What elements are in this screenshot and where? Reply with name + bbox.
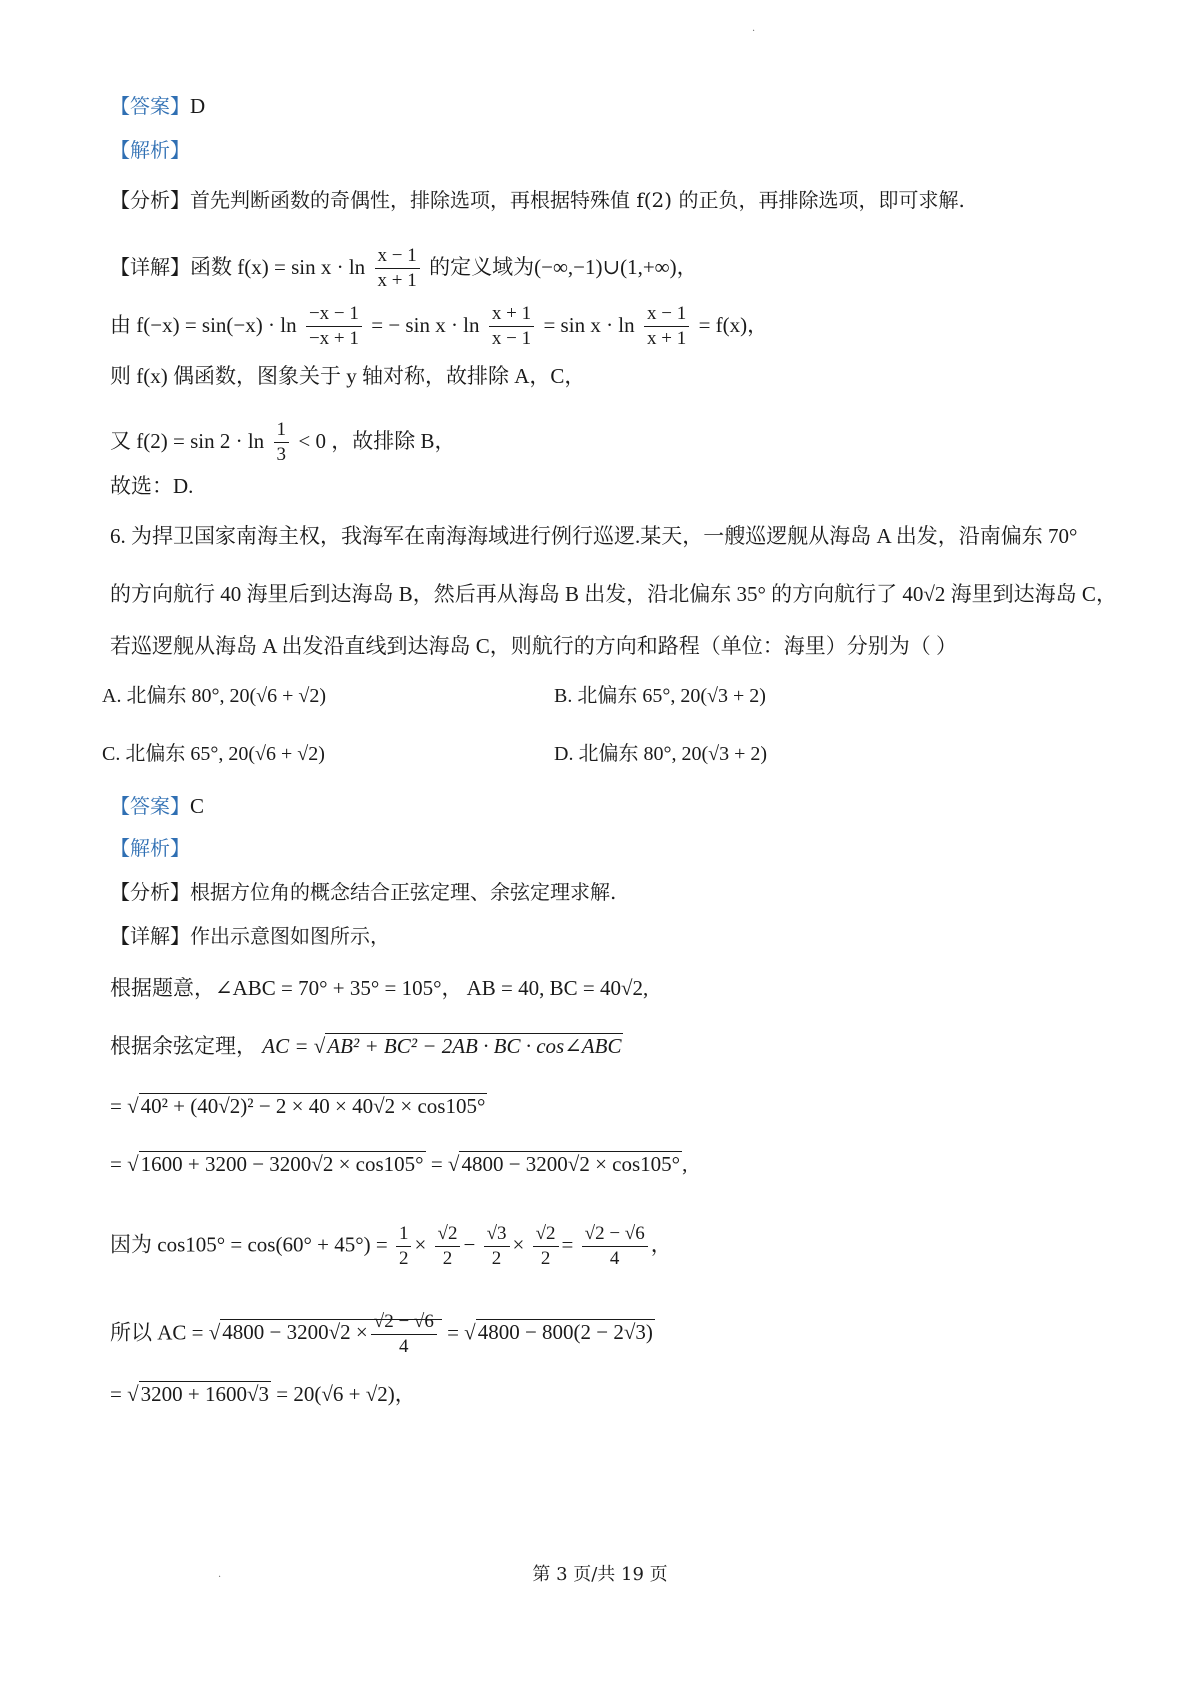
q5-fenxi-text: 首先判断函数的奇偶性，排除选项，再根据特殊值 f(2) 的正负，再排除选项，即可求解. xyxy=(190,188,965,212)
fraction: $\frac{√2}{2}$ xyxy=(533,1222,559,1271)
derivation-step-2: 根据余弦定理， AC = √AB² + BC² − 2AB · BC · cos∠ABC xyxy=(110,1034,622,1058)
q5-answer: D xyxy=(190,94,206,118)
q6-fenxi-line: 【分析】根据方位角的概念结合正弦定理、余弦定理求解. xyxy=(110,880,617,904)
q6-stem-line-3: 若巡逻舰从海岛 A 出发沿直线到达海岛 C，则航行的方向和路程（单位：海里）分别为（ ） xyxy=(110,634,958,658)
fraction: $\frac{1}{3}$ xyxy=(274,418,290,467)
q5-fenxi-line xyxy=(110,186,965,214)
q6-answer: C xyxy=(190,794,205,818)
fraction: $\frac{√3}{2}$ xyxy=(484,1222,510,1271)
derivation-step-4: = √1600 + 3200 − 3200√2 × cos105° = √4800 − 3200√2 × cos105°, xyxy=(110,1152,688,1176)
option-b: B. 北偏东 65°, 20(√3 + 2) xyxy=(554,685,766,707)
fenxi-tag: 【分析】 xyxy=(110,188,190,212)
fraction: $\frac{-x - 1}{-x + 1}$ xyxy=(306,302,362,351)
q5-detail-line-3: 则 f(x) 偶函数，图象关于 y 轴对称，故排除 A，C， xyxy=(110,364,586,388)
q5-detail-line-2: 由 f(−x) = sin(−x) · ln $\frac{-x - 1}{-x + 1}$ = − sin x · ln $\frac{x + 1}{x - 1}$ = sin x · ln $\frac{x - 1}{x + 1}$ = f(x)， xyxy=(110,303,769,349)
q6-detail-line: 【详解】作出示意图如图所示， xyxy=(110,924,390,948)
option-d: D. 北偏东 80°, 20(√3 + 2) xyxy=(554,743,768,765)
page-footer: 第 3 页/共 19 页 xyxy=(532,1564,668,1585)
analysis-tag: 【解析】 xyxy=(110,836,190,860)
option-a: A. 北偏东 80°, 20(√6 + √2) xyxy=(102,685,326,707)
answer-tag: 【答案】 xyxy=(110,94,190,118)
scan-dot: · xyxy=(218,1572,222,1583)
q5-analysis-line xyxy=(110,136,190,164)
scan-dot: · xyxy=(752,26,756,37)
derivation-step-6: 所以 AC = √4800 − 3200√2 × $\frac{√2 - √6}{4}$ = √4800 − 800(2 − 2√3) xyxy=(110,1311,653,1357)
analysis-tag: 【解析】 xyxy=(110,138,190,162)
fenxi-tag: 【分析】 xyxy=(110,880,190,904)
fraction: $\frac{√2 - √6}{4}$ xyxy=(582,1222,648,1271)
q5-detail-line-1: 【详解】函数 f(x) = sin x · ln $\frac{x - 1}{x + 1}$ 的定义域为(−∞,−1)∪(1,+∞)， xyxy=(110,245,698,291)
q6-stem-line-2: 的方向航行 40 海里后到达海岛 B，然后再从海岛 B 出发，沿北偏东 35° 的方向航行了 40√2 海里到达海岛 C， xyxy=(110,582,1117,606)
q6-stem-line-1: 6. 为捍卫国家南海主权，我海军在南海海域进行例行巡逻.某天，一艘巡逻舰从海岛 A 出发，沿南偏东 70° xyxy=(110,524,1078,548)
derivation-step-1: 根据题意，∠ABC = 70° + 35° = 105°， AB = 40, BC = 40√2, xyxy=(110,976,649,1000)
fraction: $\frac{x - 1}{x + 1}$ xyxy=(375,244,420,293)
q5-detail-line-5: 故选：D. xyxy=(110,474,194,498)
derivation-step-5: 因为 cos105° = cos(60° + 45°) = $\frac{1}{2}$ × $\frac{√2}{2}$ − $\frac{√3}{2}$ × $\frac{√2}{2}$ = $\frac{√2 - √6}{4}$ ， xyxy=(110,1223,672,1269)
derivation-step-3: = √40² + (40√2)² − 2 × 40 × 40√2 × cos105° xyxy=(110,1094,486,1118)
fraction: $\frac{x - 1}{x + 1}$ xyxy=(644,302,689,351)
detail-tag: 【详解】 xyxy=(110,924,190,948)
option-c: C. 北偏东 65°, 20(√6 + √2) xyxy=(102,743,325,765)
fraction: $\frac{√2 - √6}{4}$ xyxy=(371,1310,437,1359)
fraction: $\frac{√2}{2}$ xyxy=(435,1222,461,1271)
detail-tag: 【详解】 xyxy=(110,255,190,279)
fraction: $\frac{x + 1}{x - 1}$ xyxy=(489,302,534,351)
derivation-step-7: = √3200 + 1600√3 = 20(√6 + √2)， xyxy=(110,1382,416,1406)
q6-analysis-line xyxy=(110,834,190,862)
answer-tag: 【答案】 xyxy=(110,794,190,818)
q5-detail-line-4: 又 f(2) = sin 2 · ln $\frac{1}{3}$ < 0 ，故排除 B， xyxy=(110,419,456,465)
q6-answer-line xyxy=(110,792,204,820)
q5-answer-line xyxy=(110,92,205,120)
fraction: $\frac{1}{2}$ xyxy=(396,1222,412,1271)
